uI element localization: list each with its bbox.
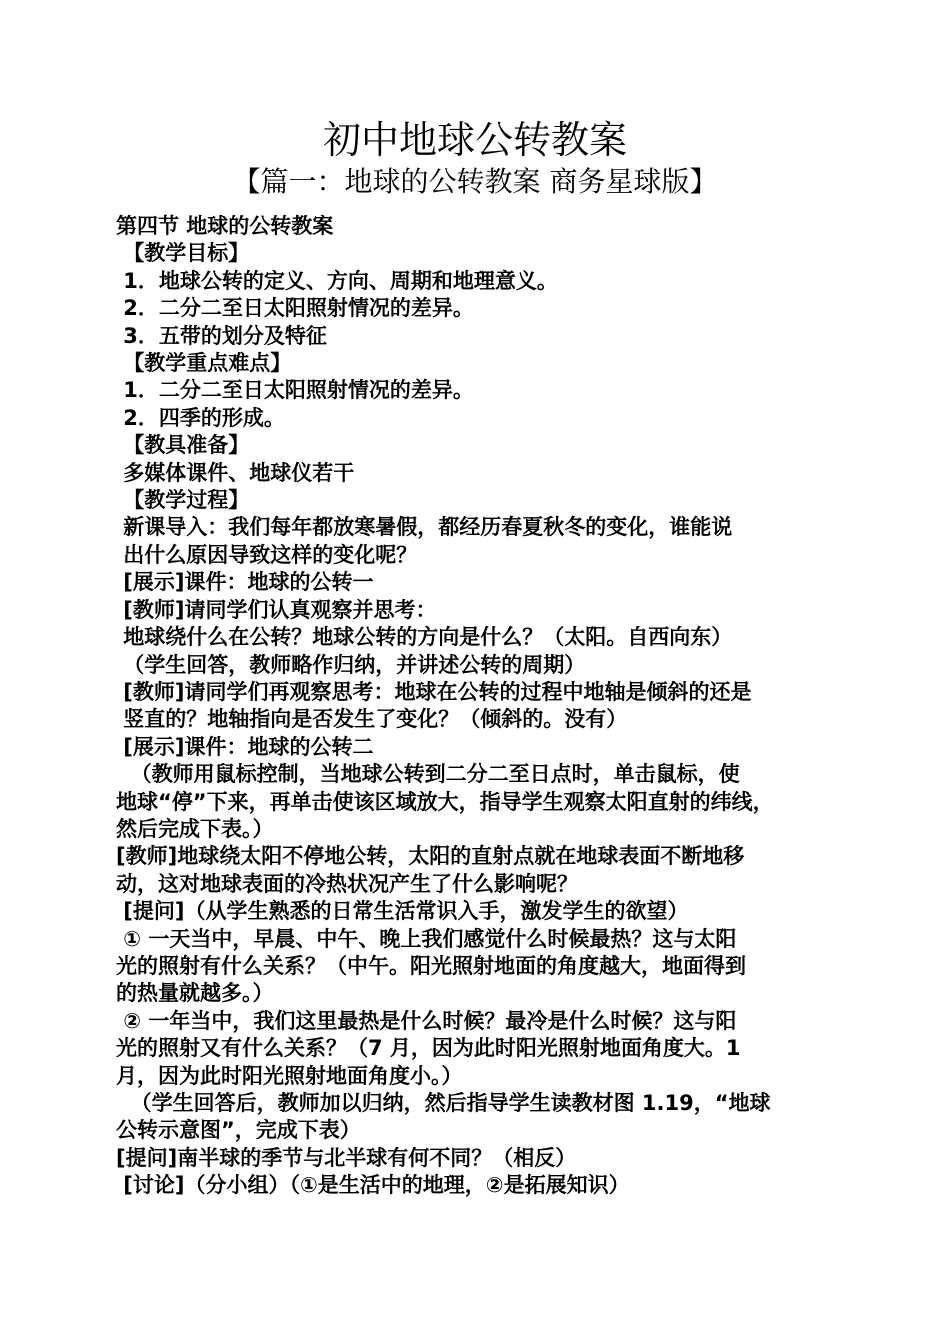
text-line: （学生回答后，教师加以归纳，然后指导学生读教材图 1.19，“地球 — [116, 1091, 771, 1115]
text-line: 公转示意图”，完成下表） — [116, 1118, 361, 1143]
text-line: 地球“停”下来，再单击使该区域放大，指导学生观察太阳直射的纬线， — [116, 789, 774, 814]
text-line: 动，这对地球表面的冷热状况产生了什么影响呢？ — [116, 871, 578, 896]
text-line: [教师]请同学们认真观察并思考： — [116, 597, 437, 622]
text-line: 光的照射又有什么关系？（7 月，因为此时阳光照射地面角度大。1 — [116, 1036, 741, 1061]
document-title: 初中地球公转教案 — [322, 118, 627, 162]
text-line: 3．五带的划分及特征 — [116, 323, 327, 348]
text-line: 2．四季的形成。 — [116, 405, 285, 430]
text-line: 【教学重点难点】 — [116, 351, 292, 376]
text-line: 地球绕什么在公转？地球公转的方向是什么？（太阳。自西向东） — [116, 625, 733, 650]
text-line: 然后完成下表。） — [116, 816, 274, 841]
text-line: （学生回答，教师略作归纳，并讲述公转的周期） — [116, 652, 586, 677]
document-subtitle: 【篇一：地球的公转教案 商务星球版】 — [232, 165, 718, 198]
text-line: [提问]南半球的季节与北半球有何不同？（相反） — [116, 1145, 577, 1170]
text-line: ② 一年当中，我们这里最热是什么时候？最冷是什么时候？这与阳 — [116, 1008, 737, 1033]
text-line: 第四节 地球的公转教案 — [116, 214, 334, 238]
text-line: 竖直的？地轴指向是否发生了变化？（倾斜的。没有） — [116, 707, 628, 732]
text-line: [讨论]（分小组）（①是生活中的地理，②是拓展知识） — [116, 1173, 630, 1198]
text-line: 1．地球公转的定义、方向、周期和地理意义。 — [116, 268, 558, 293]
text-line: ① 一天当中，早晨、中午、晚上我们感觉什么时候最热？这与太阳 — [116, 926, 737, 951]
text-line: 新课导入：我们每年都放寒暑假，都经历春夏秋冬的变化，谁能说 — [116, 515, 733, 540]
text-line: （教师用鼠标控制，当地球公转到二分二至日点时，单击鼠标，使 — [116, 762, 740, 787]
text-line: 的热量就越多。） — [116, 981, 274, 1006]
text-line: 月，因为此时阳光照射地面角度小。） — [116, 1063, 463, 1088]
document-body — [116, 213, 846, 1200]
text-line: 【教学过程】 — [116, 488, 250, 513]
text-line: 【教学目标】 — [116, 241, 250, 266]
text-line: [教师]地球绕太阳不停地公转，太阳的直射点就在地球表面不断地移 — [116, 844, 745, 869]
text-line: 【教具准备】 — [116, 433, 250, 458]
text-line: 光的照射有什么关系？（中午。阳光照射地面的角度越大，地面得到 — [116, 953, 746, 978]
text-line: 2．二分二至日太阳照射情况的差异。 — [116, 296, 474, 321]
text-line: 出什么原因导致这样的变化呢？ — [116, 542, 418, 567]
text-line: 多媒体课件、地球仪若干 — [116, 460, 355, 485]
text-line: [展示]课件：地球的公转二 — [116, 734, 374, 759]
text-line: [展示]课件：地球的公转一 — [116, 570, 374, 595]
text-line: [教师]请同学们再观察思考：地球在公转的过程中地轴是倾斜的还是 — [116, 679, 752, 704]
text-line: [提问]（从学生熟悉的日常生活常识入手，激发学生的欲望） — [116, 899, 689, 924]
text-line: 1．二分二至日太阳照射情况的差异。 — [116, 378, 474, 403]
